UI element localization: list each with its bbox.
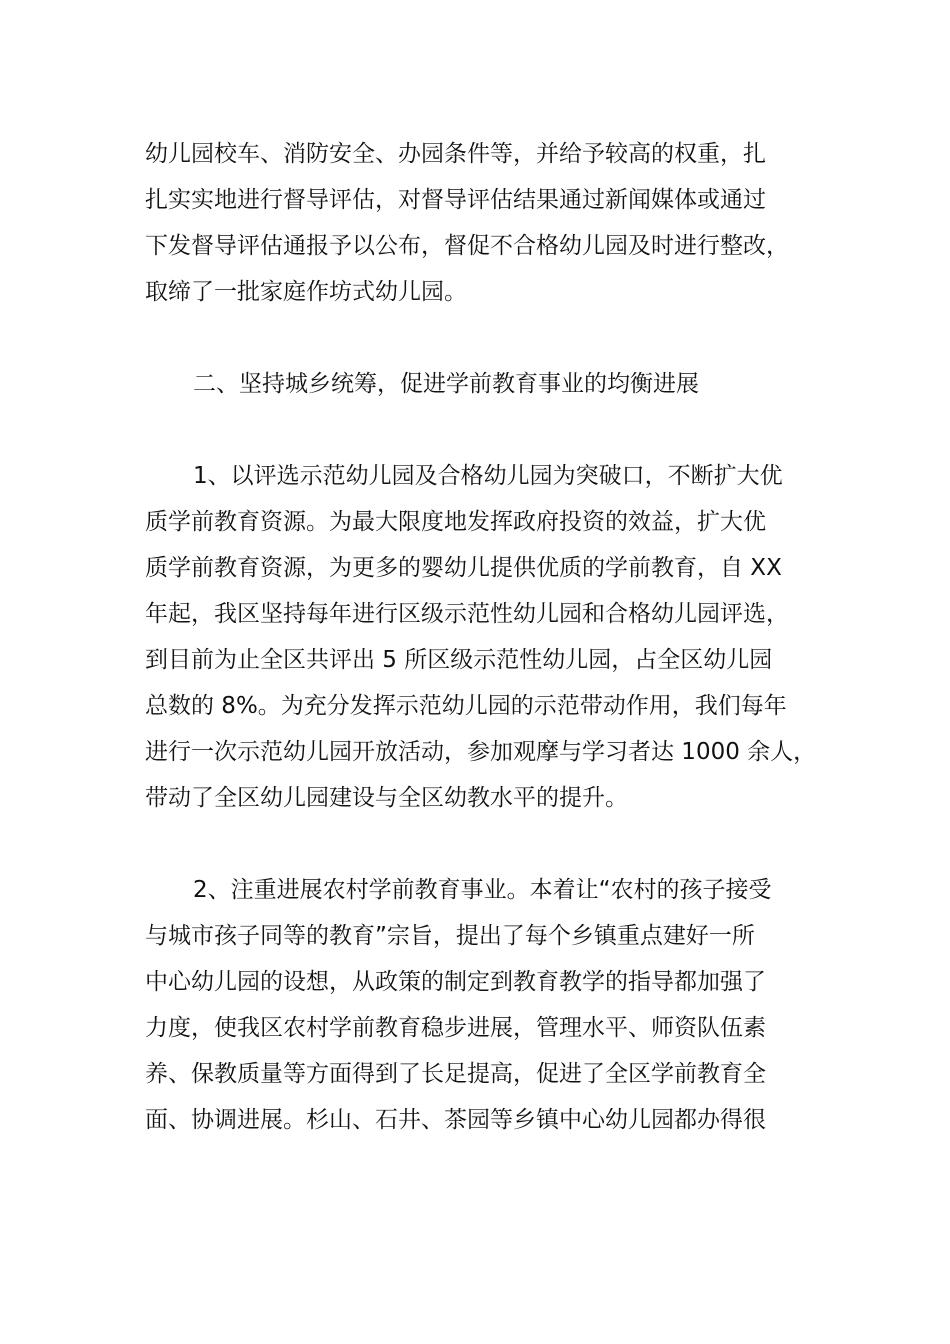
text-line: 带动了全区幼儿园建设与全区幼教水平的提升。 [145, 785, 628, 811]
paragraph-spacer [145, 315, 825, 361]
text-line: 与城市孩子同等的教育”宗旨，提出了每个乡镇重点建好一所 [145, 923, 755, 949]
text-line: 力度，使我区农村学前教育稳步进展，管理水平、师资队伍素 [145, 1015, 766, 1041]
paragraph-rural-education [145, 867, 825, 1143]
section-heading [145, 361, 825, 407]
text-line: 质学前教育资源。为最大限度地发挥政府投资的效益，扩大优 [145, 509, 766, 535]
text-line: 中心幼儿园的设想，从政策的制定到教育教学的指导都加强了 [145, 969, 766, 995]
text-line: 到目前为止全区共评出 5 所区级示范性幼儿园，占全区幼儿园 [145, 647, 773, 673]
text-line: 养、保教质量等方面得到了长足提高，促进了全区学前教育全 [145, 1061, 766, 1087]
text-line: 面、协调进展。杉山、石井、茶园等乡镇中心幼儿园都办得很 [145, 1107, 766, 1133]
text-line: 质学前教育资源，为更多的婴幼儿提供优质的学前教育，自 XX [145, 555, 782, 581]
text-line: 2、注重进展农村学前教育事业。本着让“农村的孩子接受 [193, 877, 772, 903]
paragraph-spacer [145, 407, 825, 453]
text-line: 年起，我区坚持每年进行区级示范性幼儿园和合格幼儿园评选， [145, 601, 789, 627]
text-line: 扎实实地进行督导评估，对督导评估结果通过新闻媒体或通过 [145, 187, 766, 213]
text-line: 1、以评选示范幼儿园及合格幼儿园为突破口，不断扩大优 [193, 463, 783, 489]
text-line: 下发督导评估通报予以公布，督促不合格幼儿园及时进行整改， [145, 233, 789, 259]
text-line: 幼儿园校车、消防安全、办园条件等，并给予较高的权重，扎 [145, 141, 766, 167]
document-body [145, 131, 825, 1143]
text-line: 进行一次示范幼儿园开放活动，参加观摩与学习者达 1000 余人， [145, 739, 817, 765]
paragraph-supervision [145, 131, 825, 315]
paragraph-spacer [145, 821, 825, 867]
paragraph-demonstration-kindergartens [145, 453, 825, 821]
text-line: 取缔了一批家庭作坊式幼儿园。 [145, 279, 467, 305]
heading-line: 二、坚持城乡统筹，促进学前教育事业的均衡进展 [193, 371, 699, 397]
text-line: 总数的 8%。为充分发挥示范幼儿园的示范带动作用，我们每年 [145, 693, 787, 719]
